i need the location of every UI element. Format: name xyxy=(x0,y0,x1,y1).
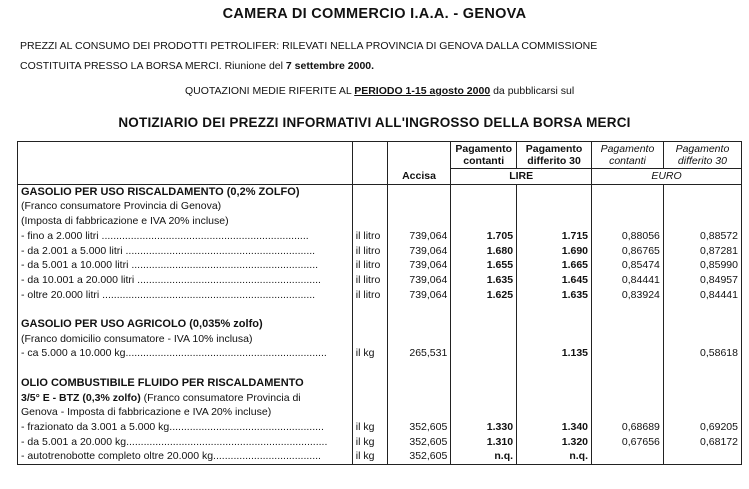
row-accisa: 739,064 xyxy=(387,244,451,259)
row-label: - autotrenobotte completo oltre 20.000 kg..................................... xyxy=(18,449,353,464)
price-row xyxy=(18,288,742,303)
price-row xyxy=(18,346,742,361)
quotation-prefix: QUOTAZIONI MEDIE RIFERITE AL xyxy=(185,85,352,97)
section-note: (Franco consumatore Provincia di Genova) xyxy=(18,199,353,214)
row-euro-differito: 0,84441 xyxy=(663,288,741,303)
header-row-2 xyxy=(18,169,742,185)
row-euro-contanti xyxy=(592,346,664,361)
price-row xyxy=(18,420,742,435)
row-euro-contanti: 0,85474 xyxy=(592,258,664,273)
price-row xyxy=(18,258,742,273)
row-label: - fino a 2.000 litri ....................................................................... xyxy=(18,229,353,244)
section-title: OLIO COMBUSTIBILE FLUIDO PER RISCALDAMENTO xyxy=(18,376,353,391)
row-euro-contanti: 0,67656 xyxy=(592,435,664,450)
col-lire-differito: Pagamento differito 30 xyxy=(517,142,592,169)
product-grade: 3/5° E - BTZ (0,3% zolfo) xyxy=(21,391,141,404)
price-row xyxy=(18,449,742,464)
price-row xyxy=(18,229,742,244)
section-title-row xyxy=(18,376,742,391)
quotation-line xyxy=(185,85,574,97)
row-lire-contanti: 1.330 xyxy=(451,420,517,435)
row-lire-contanti: 1.655 xyxy=(451,258,517,273)
row-euro-contanti: 0,68689 xyxy=(592,420,664,435)
section-note-row xyxy=(18,332,742,347)
row-unit: il litro xyxy=(352,229,387,244)
col-lire-contanti: Pagamento contanti xyxy=(451,142,517,169)
row-accisa: 352,605 xyxy=(387,449,451,464)
notiziario-title: NOTIZIARIO DEI PREZZI INFORMATIVI ALL'INGROSSO DELLA BORSA MERCI xyxy=(118,115,631,130)
row-euro-differito: 0,84957 xyxy=(663,273,741,288)
col-euro-differito: Pagamento differito 30 xyxy=(663,142,741,169)
row-accisa: 352,605 xyxy=(387,435,451,450)
row-unit: il litro xyxy=(352,244,387,259)
section-title-row-2 xyxy=(18,391,742,406)
row-euro-differito: 0,85990 xyxy=(663,258,741,273)
section-note-row xyxy=(18,199,742,214)
row-lire-contanti: n.q. xyxy=(451,449,517,464)
col-accisa: Accisa xyxy=(387,169,451,185)
row-unit: il kg xyxy=(352,346,387,361)
row-accisa: 739,064 xyxy=(387,273,451,288)
intro-line-1: PREZZI AL CONSUMO DEI PRODOTTI PETROLIFER: RILEVATI NELLA PROVINCIA DI GENOVA DALLA COMMISSIONE xyxy=(20,40,598,52)
row-label: - da 2.001 a 5.000 litri ................................................................. xyxy=(18,244,353,259)
row-lire-differito: 1.635 xyxy=(517,288,592,303)
row-lire-differito: 1.320 xyxy=(517,435,592,450)
section-note-row xyxy=(18,405,742,420)
spacer-row xyxy=(18,302,742,317)
col-group-lire: LIRE xyxy=(451,169,592,185)
section-note: Genova - Imposta di fabbricazione e IVA 20% incluse) xyxy=(18,405,353,420)
row-euro-differito: 0,68172 xyxy=(663,435,741,450)
row-euro-contanti: 0,83924 xyxy=(592,288,664,303)
intro-line-2 xyxy=(20,60,374,72)
section-title: GASOLIO PER USO RISCALDAMENTO (0,2% ZOLFO) xyxy=(18,184,353,199)
row-euro-contanti xyxy=(592,449,664,464)
section-note-row xyxy=(18,214,742,229)
row-euro-contanti: 0,86765 xyxy=(592,244,664,259)
row-lire-differito: 1.340 xyxy=(517,420,592,435)
quotation-suffix: da pubblicarsi sul xyxy=(493,85,575,97)
header-row-1 xyxy=(18,142,742,169)
row-lire-contanti: 1.635 xyxy=(451,273,517,288)
row-label: - da 5.001 a 10.000 litri ................................................................ xyxy=(18,258,353,273)
row-unit: il litro xyxy=(352,258,387,273)
price-row xyxy=(18,244,742,259)
section-note: (Imposta di fabbricazione e IVA 20% incluse) xyxy=(18,214,353,229)
row-lire-differito: 1.135 xyxy=(517,346,592,361)
row-euro-differito xyxy=(663,449,741,464)
intro-line-2-prefix: COSTITUITA PRESSO LA BORSA MERCI. Riunione del xyxy=(20,60,283,72)
row-label: - ca 5.000 a 10.000 kg..................................................................... xyxy=(18,346,353,361)
row-accisa: 739,064 xyxy=(387,258,451,273)
row-lire-differito: 1.665 xyxy=(517,258,592,273)
row-unit: il kg xyxy=(352,420,387,435)
price-row xyxy=(18,435,742,450)
row-euro-contanti: 0,88056 xyxy=(592,229,664,244)
meeting-date: 7 settembre 2000. xyxy=(285,60,375,72)
section-note: (Franco domicilio consumatore - IVA 10% inclusa) xyxy=(18,332,353,347)
row-label: - da 5.001 a 20.000 kg..................................................................... xyxy=(18,435,353,450)
row-unit: il kg xyxy=(352,435,387,450)
section-title: GASOLIO PER USO AGRICOLO (0,035% zolfo) xyxy=(18,317,353,332)
row-lire-contanti: 1.680 xyxy=(451,244,517,259)
section-title-row xyxy=(18,184,742,199)
row-label: - frazionato da 3.001 a 5.000 kg..................................................... xyxy=(18,420,353,435)
row-label: - da 10.001 a 20.000 litri ............................................................... xyxy=(18,273,353,288)
price-row xyxy=(18,273,742,288)
quotation-period: PERIODO 1-15 agosto 2000 xyxy=(354,85,491,97)
col-euro-contanti: Pagamento contanti xyxy=(592,142,664,169)
row-accisa: 739,064 xyxy=(387,229,451,244)
row-lire-contanti: 1.625 xyxy=(451,288,517,303)
row-lire-differito: n.q. xyxy=(517,449,592,464)
row-euro-differito: 0,69205 xyxy=(663,420,741,435)
section-title-2 xyxy=(18,391,353,406)
row-lire-differito: 1.715 xyxy=(517,229,592,244)
row-accisa: 739,064 xyxy=(387,288,451,303)
row-lire-contanti: 1.310 xyxy=(451,435,517,450)
row-lire-contanti xyxy=(451,346,517,361)
spacer-row xyxy=(18,361,742,376)
price-table xyxy=(17,141,742,465)
row-lire-differito: 1.645 xyxy=(517,273,592,288)
row-unit: il litro xyxy=(352,273,387,288)
row-unit: il litro xyxy=(352,288,387,303)
col-group-euro: EURO xyxy=(592,169,742,185)
section-note: (Franco consumatore Provincia di xyxy=(140,391,301,404)
row-lire-differito: 1.690 xyxy=(517,244,592,259)
document-title: CAMERA DI COMMERCIO I.A.A. - GENOVA xyxy=(222,6,527,22)
row-euro-differito: 0,88572 xyxy=(663,229,741,244)
row-euro-differito: 0,87281 xyxy=(663,244,741,259)
row-unit: il kg xyxy=(352,449,387,464)
row-euro-differito: 0,58618 xyxy=(663,346,741,361)
section-title-row xyxy=(18,317,742,332)
row-euro-contanti: 0,84441 xyxy=(592,273,664,288)
row-accisa: 352,605 xyxy=(387,420,451,435)
row-accisa: 265,531 xyxy=(387,346,451,361)
row-lire-contanti: 1.705 xyxy=(451,229,517,244)
row-label: - oltre 20.000 litri ......................................................................... xyxy=(18,288,353,303)
